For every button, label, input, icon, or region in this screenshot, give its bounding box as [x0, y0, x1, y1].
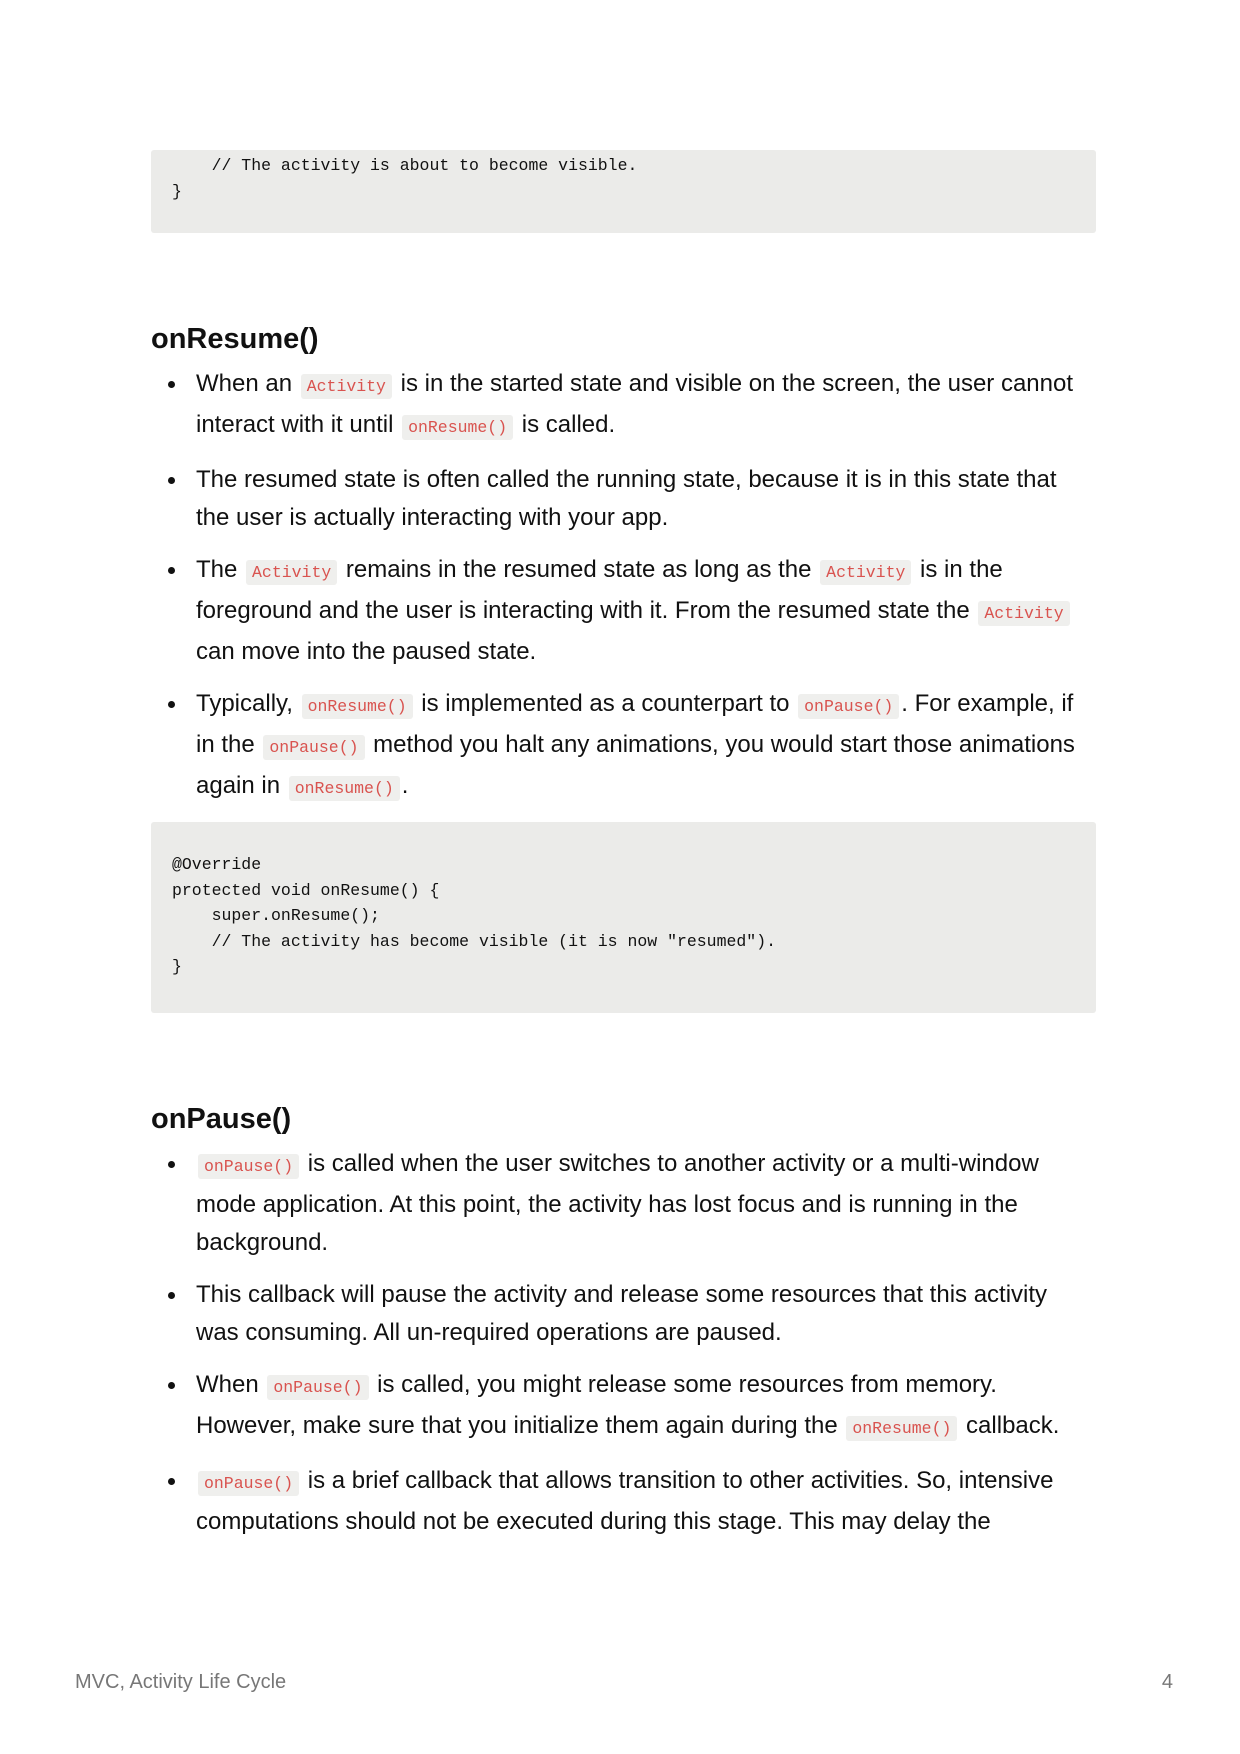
list-item	[151, 365, 1096, 447]
list-item	[151, 551, 1096, 671]
inline-code: onPause()	[198, 1154, 299, 1179]
code-line: // The activity is about to become visible.	[172, 156, 638, 175]
code-line: protected void onResume() {	[172, 880, 440, 900]
inline-code: onResume()	[846, 1416, 957, 1441]
bullet-text: remains in the resumed state as long as the	[339, 556, 819, 583]
bullet-text: is a brief callback that allows transition to other activities. So, intensive computations should not be executed during this stage. This may delay the	[196, 1467, 1054, 1535]
page-number: 4	[1161, 1671, 1173, 1693]
bullet-list-onpause	[151, 1145, 1096, 1541]
list-item	[151, 685, 1096, 808]
inline-code: onPause()	[198, 1471, 299, 1496]
page-content	[151, 150, 1096, 1555]
list-item	[151, 1462, 1096, 1541]
bullet-text: When an	[196, 370, 299, 397]
bullet-text: method you halt any animations, you would start those animations again in	[196, 731, 1075, 799]
bullet-text: callback.	[959, 1412, 1060, 1439]
bullet-text: .	[401, 772, 409, 799]
bullet-text: The	[196, 556, 245, 583]
inline-code: onPause()	[267, 1375, 368, 1400]
section-heading-onpause: onPause()	[151, 1103, 292, 1135]
inline-code: Activity	[301, 374, 392, 399]
bullet-text: is implemented as a counterpart to	[414, 690, 797, 717]
bullet-text: can move into the paused state.	[196, 638, 537, 665]
inline-code: Activity	[246, 560, 337, 585]
code-line: // The activity has become visible (it is now "resumed").	[172, 931, 776, 951]
code-line: }	[172, 957, 182, 976]
bullet-text: is called, you might release some resources from memory. However, make sure that you initialize them again during the	[196, 1371, 997, 1439]
bullet-text: is called when the user switches to another activity or a multi-window mode application. At this point, the activity has lost focus and is running in the background.	[196, 1150, 1039, 1256]
bullet-text: The resumed state is often called the running state, because it is in this state that the user is actually interacting with your app.	[196, 466, 1057, 531]
bullet-text: This callback will pause the activity and release some resources that this activity was consuming. All un-required operations are paused.	[196, 1281, 1048, 1346]
list-item	[151, 1145, 1096, 1262]
inline-code: onResume()	[289, 776, 400, 801]
inline-code: Activity	[820, 560, 911, 585]
bullet-text: is called.	[515, 411, 616, 438]
footer-title: MVC, Activity Life Cycle	[75, 1671, 287, 1693]
bullet-text: When	[196, 1371, 266, 1398]
inline-code: onPause()	[798, 694, 899, 719]
inline-code: Activity	[978, 601, 1069, 626]
inline-code: onResume()	[402, 415, 513, 440]
list-item	[151, 1276, 1096, 1352]
bullet-text: is in the foreground and the user is interacting with it. From the resumed state the	[196, 556, 1003, 624]
code-line: super.onResume();	[172, 906, 380, 925]
code-block-onresume	[151, 822, 1096, 1013]
code-block-onstart-end	[151, 150, 1096, 233]
inline-code: onPause()	[263, 735, 364, 760]
section-heading-onresume: onResume()	[151, 323, 319, 355]
bullet-text: is in the started state and visible on the screen, the user cannot interact with it until	[196, 370, 1074, 438]
list-item	[151, 1366, 1096, 1448]
inline-code: onResume()	[302, 694, 413, 719]
bullet-list-onresume	[151, 365, 1096, 808]
list-item	[151, 461, 1096, 537]
bullet-text: Typically,	[196, 690, 300, 717]
code-line: @Override	[172, 855, 262, 874]
code-line: }	[172, 181, 182, 201]
bullet-text: . For example, if in the	[196, 690, 1074, 758]
